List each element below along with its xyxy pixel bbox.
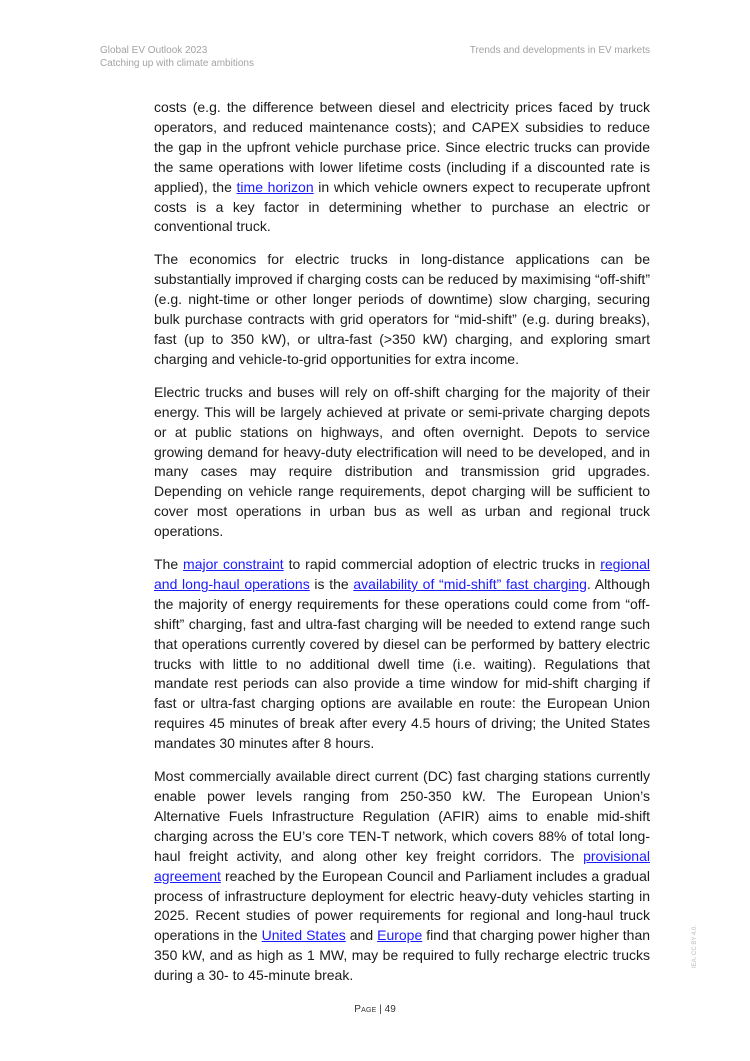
regional-long-haul-link[interactable]: regional and long-haul operations [154,556,651,592]
paragraph-5-text-4: find that charging power higher than 350 kW, and as high as 1 MW, may be required to fully recharge electric trucks during a 30- to 45-minute break. [154,927,651,984]
paragraph-3 [154,383,650,542]
report-title: Global EV Outlook 2023 [100,45,208,56]
paragraph-4-text-4: . Although the majority of energy requirements for these operations could come from “off-shift” charging, fast and ultra-fast charging will be needed to extend range such that operations currently covered by diesel can be performed by battery electric trucks with little to no additional dwell time (i.e. waiting). Regulations that mandate rest periods can also provide a time window for mid-shift charging if fast or ultra-fast charging options are available en route: the European Union requires 45 minutes of break after every 4.5 hours of driving; the United States mandates 30 minutes after 8 hours. [154,575,651,752]
page-label: Page [354,1004,377,1015]
europe-link[interactable]: Europe [377,927,423,944]
united-states-link[interactable]: United States [261,927,346,944]
major-constraint-link[interactable]: major constraint [183,556,284,573]
chapter-title: Trends and developments in EV markets [469,45,650,56]
paragraph-4-text-2: to rapid commercial adoption of electric trucks in [283,556,601,573]
paragraph-3-text-1: Electric trucks and buses will rely on off-shift charging for the majority of their energy. This will be largely achieved at private or semi-private charging depots or at public stations on highways, and often overnight. Depots to service growing demand for heavy-duty electrification will need to be developed, and in many cases may require distribution and transmission grid upgrades. Depending on vehicle range requirements, depot charging will be sufficient to cover most operations in urban bus as well as urban and regional truck operations. [154,383,650,540]
paragraph-4 [154,555,650,754]
mid-shift-charging-link[interactable]: availability of “mid-shift” fast charging [353,575,587,592]
page-number: 49 [384,1004,396,1015]
page-footer [0,1004,750,1015]
paragraph-5-text-2: reached by the European Council and Parliament includes a gradual process of infrastructure deployment for electric heavy-duty vehicles starting in 2025. Recent studies of power requirements for regional and long-haul truck operations in the [154,867,650,944]
paragraph-1-text-2: in which vehicle owners expect to recuperate upfront costs is a key factor in determining whether to purchase an electric or conventional truck. [154,178,650,235]
time-horizon-link[interactable]: time horizon [236,178,314,195]
body-text [154,98,650,999]
page-separator: | [376,1004,385,1015]
license-notice: IEA. CC BY 4.0. [692,925,698,968]
provisional-agreement-link[interactable]: provisional agreement [154,847,650,884]
report-subtitle: Catching up with climate ambitions [100,58,254,69]
paragraph-1 [154,98,650,237]
header-right [470,44,650,57]
paragraph-5-text-1: Most commercially available direct current (DC) fast charging stations currently enable power levels ranging from 250-350 kW. The European Union’s Alternative Fuels Infrastructure Regulation (AFIR) aims to enable mid-shift charging across the EU’s core TEN-T network, which covers 88% of total long-haul freight activity, and along other key freight corridors. The [154,768,650,864]
paragraph-5 [154,767,650,986]
paragraph-1-text-1: costs (e.g. the difference between diesel and electricity prices faced by truck operators, and reduced maintenance costs); and CAPEX subsidies to reduce the gap in the upfront vehicle purchase price. Since electric trucks can provide the same operations with lower lifetime costs (including if a discounted rate is applied), the [154,99,650,195]
paragraph-2 [154,250,650,369]
paragraph-5-text-3: and [345,927,378,944]
header-left [100,44,254,70]
paragraph-4-text-3: is the [309,575,354,592]
paragraph-4-text-1: The [154,556,184,573]
paragraph-2-text-1: The economics for electric trucks in long-distance applications can be substantially improved if charging costs can be reduced by maximising “off-shift” (e.g. night-time or other longer periods of downtime) slow charging, securing bulk purchase contracts with grid operators for “mid-shift” (e.g. during breaks), fast (up to 350 kW), or ultra-fast (>350 kW) charging, and exploring smart charging and vehicle-to-grid opportunities for extra income. [154,251,650,367]
